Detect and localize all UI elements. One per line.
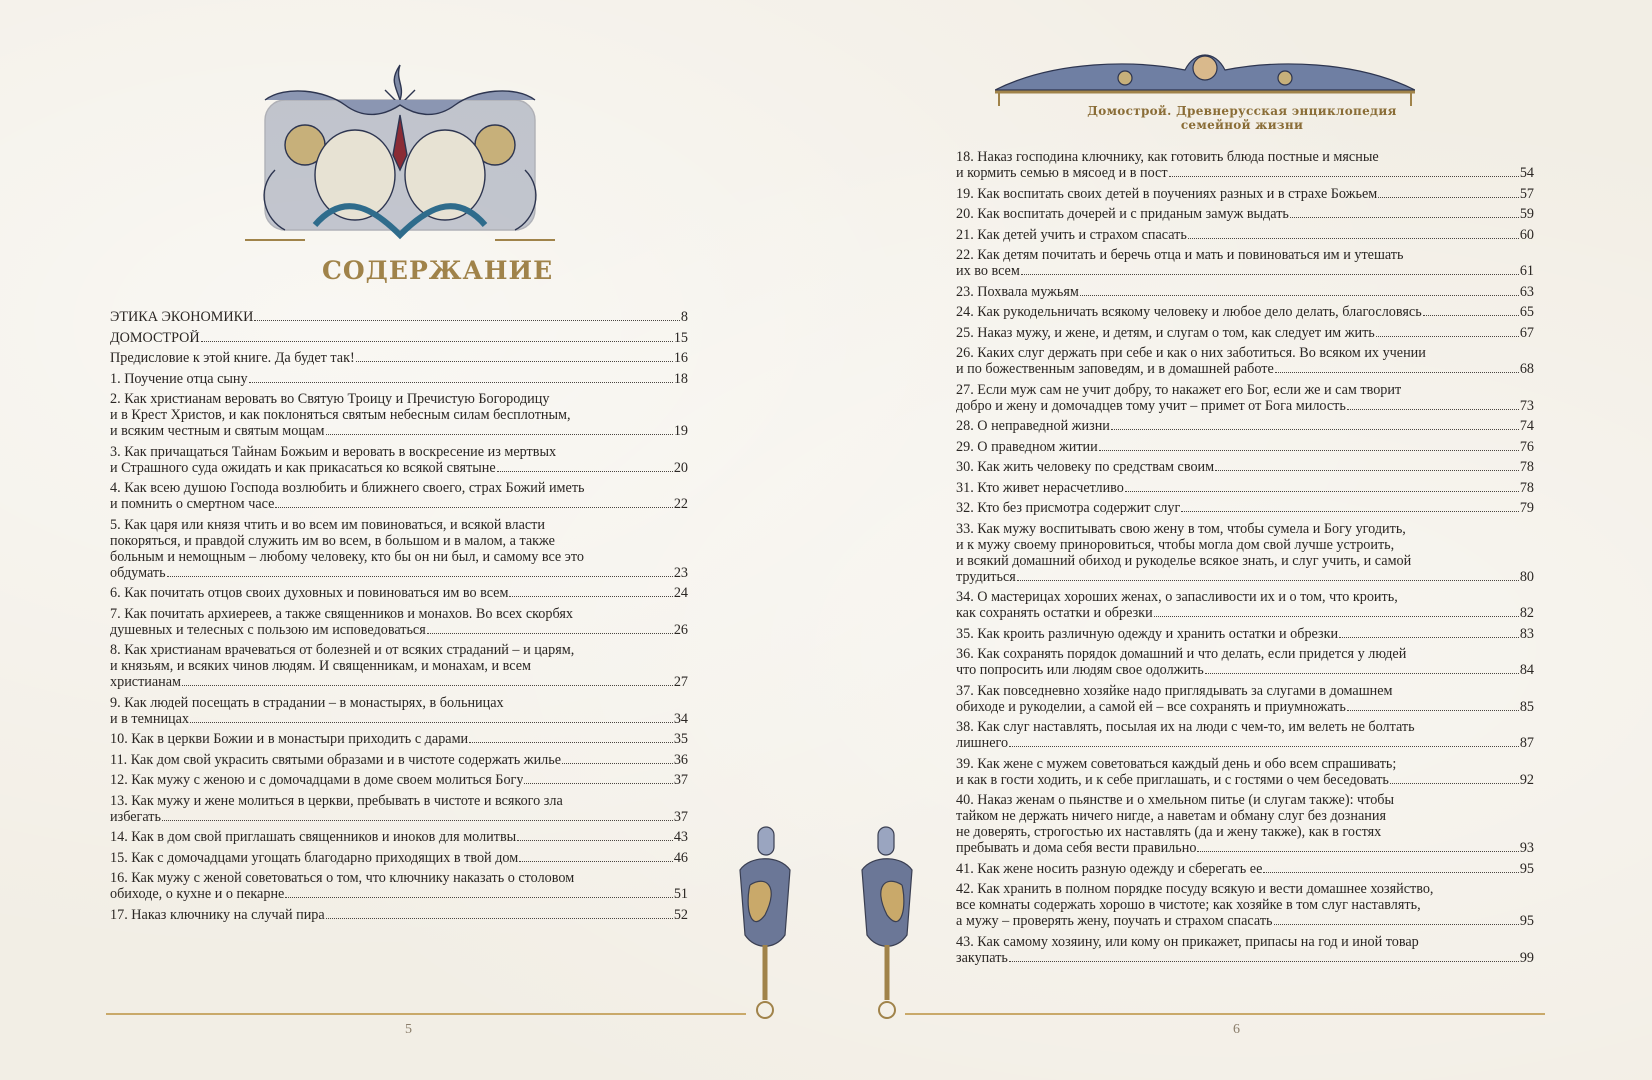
toc-page-number: 35 <box>673 731 688 747</box>
dot-leader <box>1347 710 1519 711</box>
toc-entry-last-line <box>956 772 1534 788</box>
headpiece-ornament-icon <box>245 60 555 260</box>
toc-entry[interactable] <box>956 626 1534 642</box>
toc-entry-line: 40. Наказ женам о пьянстве и о хмельном питье (и слугам также): чтобы <box>956 792 1395 808</box>
toc-entry-line: 22. Как детям почитать и беречь отца и мать и повиноваться им и утешать <box>956 247 1404 263</box>
toc-entry[interactable] <box>956 756 1534 788</box>
toc-entry-line: 5. Как царя или князя чтить и во всем им повиноваться, и всякой власти <box>110 516 545 533</box>
toc-entry[interactable] <box>110 585 688 601</box>
toc-entry-line: 30. Как жить человеку по средствам своим <box>956 459 1215 475</box>
toc-page-number: 95 <box>1519 860 1534 877</box>
dot-leader <box>190 722 673 723</box>
toc-entry-last-line <box>110 829 688 845</box>
toc-entry[interactable] <box>110 907 688 923</box>
toc-entry-last-line <box>956 206 1534 222</box>
toc-entry-line: 1. Поучение отца сыну <box>110 370 248 387</box>
toc-entry-line: 41. Как жене носить разную одежду и сберегать ее <box>956 860 1263 877</box>
toc-entry-line: закупать <box>956 949 1008 966</box>
toc-entry[interactable] <box>110 391 688 439</box>
toc-page-number: 63 <box>1519 283 1534 300</box>
footer-rule-right <box>905 1013 1545 1015</box>
toc-entry-last-line <box>110 731 688 747</box>
toc-entry-line: все комнаты содержать хорошо в чистоте; как хозяйке в том слуг наставлять, <box>956 897 1421 913</box>
toc-entry-line: и Страшного суда ожидать и как прикасаться ко всякой святыне <box>110 459 496 476</box>
toc-entry-last-line <box>110 371 688 387</box>
toc-entry-line: 3. Как причащаться Тайнам Божьим и веровать в воскресение из мертвых <box>110 443 557 460</box>
toc-entry-line: больным и немощным – любому человеку, кто бы он ни был, и самому все это <box>110 548 584 565</box>
toc-entry-line: 23. Похвала мужьям <box>956 283 1079 300</box>
dot-leader <box>1205 673 1519 674</box>
toc-entry-line: ЭТИКА ЭКОНОМИКИ <box>110 309 254 325</box>
toc-entry-last-line <box>110 809 688 825</box>
toc-page-number: 95 <box>1519 913 1534 929</box>
toc-entry[interactable] <box>956 149 1534 181</box>
toc-entry[interactable] <box>956 521 1534 585</box>
toc-entry-last-line <box>956 263 1534 279</box>
toc-entry-line: 25. Наказ мужу, и жене, и детям, и слугам о том, как следует им жить <box>956 324 1375 341</box>
dot-leader <box>1423 315 1519 316</box>
toc-page-number: 34 <box>673 710 688 727</box>
toc-entry[interactable] <box>110 695 688 727</box>
toc-entry-last-line <box>110 585 688 601</box>
toc-entry-line: и по божественным заповедям, и в домашней работе <box>956 361 1274 377</box>
toc-entry-line: 21. Как детей учить и страхом спасать <box>956 226 1187 243</box>
toc-left-column <box>110 309 688 927</box>
toc-entry-last-line <box>956 913 1534 929</box>
toc-page-number: 37 <box>673 808 688 825</box>
dot-leader <box>469 742 673 743</box>
dot-leader <box>1169 176 1519 177</box>
toc-entry-line: как сохранять остатки и обрезки <box>956 605 1153 621</box>
toc-entry-line: 26. Каких слуг держать при себе и как о них заботиться. Во всяком их учении <box>956 345 1426 361</box>
toc-entry-line: 24. Как рукодельничать всякому человеку и любое дело делать, благословясь <box>956 304 1422 320</box>
toc-entry-line: 7. Как почитать архиереев, а также священников и монахов. Во всех скорбях <box>110 605 573 622</box>
toc-entry-last-line <box>956 626 1534 642</box>
dot-leader <box>1290 217 1519 218</box>
toc-entry-line: и помнить о смертном часе <box>110 496 275 512</box>
toc-entry[interactable] <box>956 480 1534 496</box>
dot-leader <box>182 685 673 686</box>
toc-entry[interactable] <box>956 792 1534 856</box>
toc-entry-line: 8. Как христианам врачеваться от болезней и от всяких страданий – и царям, <box>110 642 575 658</box>
dot-leader <box>1347 409 1519 410</box>
page-title: СОДЕРЖАНИЕ <box>322 256 554 285</box>
toc-entry-last-line <box>110 496 688 512</box>
dot-leader <box>1390 783 1519 784</box>
dot-leader <box>1111 429 1519 430</box>
toc-entry-last-line <box>956 284 1534 300</box>
dot-leader <box>201 341 673 342</box>
toc-page-number: 54 <box>1519 165 1534 181</box>
toc-entry-last-line <box>110 423 688 439</box>
toc-entry[interactable] <box>110 444 688 476</box>
toc-entry-line: 36. Как сохранять порядок домашний и что делать, если придется у людей <box>956 646 1407 662</box>
toc-page-number: 73 <box>1519 397 1534 414</box>
dot-leader <box>524 783 672 784</box>
toc-entry-line: 43. Как самому хозяину, или кому он прикажет, припасы на год и иной товар <box>956 933 1419 950</box>
toc-entry-line: ДОМОСТРОЙ <box>110 329 200 346</box>
toc-entry-line: и как в гости ходить, и к себе приглашать, и с гостями о чем беседовать <box>956 771 1389 788</box>
toc-entry-last-line <box>110 309 688 325</box>
toc-entry-last-line <box>110 565 688 581</box>
toc-entry[interactable] <box>110 772 688 788</box>
toc-entry-last-line <box>956 227 1534 243</box>
toc-entry-last-line <box>956 325 1534 341</box>
toc-entry-last-line <box>956 662 1534 678</box>
dot-leader <box>285 897 672 898</box>
toc-entry-line: 16. Как мужу с женой советоваться о том, что ключнику наказать о столовом <box>110 870 575 886</box>
toc-entry-last-line <box>956 950 1534 966</box>
toc-page-number: 65 <box>1519 304 1534 320</box>
toc-entry-line: обдумать <box>110 564 166 581</box>
toc-entry-last-line <box>956 699 1534 715</box>
toc-entry-line: и к мужу своему приноровиться, чтобы могла дом свой лучше устроить, <box>956 536 1395 553</box>
toc-entry-line: 28. О неправедной жизни <box>956 418 1110 434</box>
toc-page-number: 83 <box>1519 625 1534 642</box>
toc-page-number: 87 <box>1519 735 1534 751</box>
toc-entry-last-line <box>956 735 1534 751</box>
toc-entry-last-line <box>110 850 688 866</box>
toc-entry[interactable] <box>956 247 1534 279</box>
toc-entry[interactable] <box>956 719 1534 751</box>
toc-entry-line: покоряться, и правдой служить им во всем, в большом и в малом, а также <box>110 532 555 549</box>
page-number-left: 5 <box>405 1022 412 1037</box>
dot-leader <box>326 918 673 919</box>
toc-entry-last-line <box>110 907 688 923</box>
toc-entry-last-line <box>110 886 688 902</box>
toc-page-number: 92 <box>1519 771 1534 788</box>
toc-entry[interactable] <box>956 325 1534 341</box>
toc-page-number: 78 <box>1519 479 1534 496</box>
toc-entry-last-line <box>110 772 688 788</box>
toc-entry-line: 31. Кто живет нерасчетливо <box>956 479 1124 496</box>
toc-entry-line: и кормить семью в мясоед и в пост <box>956 165 1168 181</box>
toc-page-number: 52 <box>673 906 688 923</box>
toc-entry[interactable] <box>956 439 1534 455</box>
toc-entry-line: тайком не держать ничего нигде, а наветам и обману слуг без дознания <box>956 808 1386 824</box>
toc-entry[interactable] <box>110 752 688 768</box>
toc-entry-line: 27. Если муж сам не учит добру, то накажет его Бог, если же и сам творит <box>956 381 1402 398</box>
toc-entry[interactable] <box>110 829 688 845</box>
toc-entry-line: обиходе, о кухне и о пекарне <box>110 886 285 902</box>
page-number-right: 6 <box>1233 1022 1240 1037</box>
toc-entry[interactable] <box>956 683 1534 715</box>
toc-entry-line: 20. Как воспитать дочерей и с приданым замуж выдать <box>956 206 1289 222</box>
toc-entry[interactable] <box>956 227 1534 243</box>
toc-entry-line: 19. Как воспитать своих детей в поучениях разных и в страхе Божьем <box>956 185 1378 202</box>
toc-entry-line: 13. Как мужу и жене молиться в церкви, пребывать в чистоте и всякого зла <box>110 792 563 809</box>
toc-entry-last-line <box>956 165 1534 181</box>
toc-entry-line: 39. Как жене с мужем советоваться каждый день и обо всем спрашивать; <box>956 755 1397 772</box>
toc-page-number: 59 <box>1519 206 1534 222</box>
toc-page-number: 57 <box>1519 185 1534 202</box>
toc-entry[interactable] <box>110 309 688 325</box>
dot-leader <box>1154 616 1519 617</box>
dot-leader <box>1080 295 1519 296</box>
toc-page-number: 18 <box>673 370 688 387</box>
toc-entry-line: 9. Как людей посещать в страдании – в монастырях, в больницах <box>110 694 504 711</box>
toc-entry-line: и всякий домашний обиход и рукоделье всякое знать, и слуг учить, и самой <box>956 552 1412 569</box>
footer-rule-left <box>106 1013 746 1015</box>
toc-entry[interactable] <box>110 850 688 866</box>
right-clasp-ornament-icon <box>852 825 922 1020</box>
dot-leader <box>1021 274 1519 275</box>
toc-page-number: 74 <box>1519 418 1534 434</box>
toc-entry-line: 35. Как кроить различную одежду и хранить остатки и обрезки <box>956 625 1339 642</box>
toc-entry-last-line <box>956 569 1534 585</box>
toc-page-number: 26 <box>673 621 688 638</box>
toc-entry-line: добро и жену и домочадцев тому учит – примет от Бога милость <box>956 397 1346 414</box>
toc-entry[interactable] <box>956 500 1534 516</box>
toc-entry-line: лишнего <box>956 735 1009 751</box>
toc-page-number: 85 <box>1519 698 1534 715</box>
toc-entry-line: 37. Как повседневно хозяйке надо приглядывать за слугами в домашнем <box>956 682 1393 699</box>
toc-entry[interactable] <box>956 304 1534 320</box>
dot-leader <box>1275 372 1519 373</box>
toc-entry-line: 15. Как с домочадцами угощать благодарно приходящих в твой дом <box>110 849 519 866</box>
dot-leader <box>167 576 673 577</box>
dot-leader <box>1125 491 1519 492</box>
toc-page-number: 16 <box>673 350 688 366</box>
dot-leader <box>1215 470 1519 471</box>
toc-right-column <box>956 149 1534 970</box>
toc-page-number: 20 <box>673 459 688 476</box>
dot-leader <box>1376 336 1519 337</box>
toc-entry-line: избегать <box>110 808 161 825</box>
toc-entry-line: Предисловие к этой книге. Да будет так! <box>110 350 355 366</box>
dot-leader <box>249 382 673 383</box>
toc-entry[interactable] <box>110 480 688 512</box>
toc-entry-last-line <box>110 330 688 346</box>
toc-entry[interactable] <box>110 350 688 366</box>
toc-entry-line: 10. Как в церкви Божии и в монастыри приходить с дарами <box>110 731 469 747</box>
toc-entry-line: и в Крест Христов, и как поклоняться святым небесным силам бесплотным, <box>110 407 571 423</box>
toc-entry-last-line <box>956 500 1534 516</box>
toc-entry[interactable] <box>956 459 1534 475</box>
toc-page-number: 79 <box>1519 500 1534 516</box>
toc-entry[interactable] <box>110 731 688 747</box>
toc-page-number: 51 <box>673 886 688 902</box>
dot-leader <box>509 596 672 597</box>
dot-leader <box>326 434 673 435</box>
dot-leader <box>356 361 673 362</box>
toc-entry-last-line <box>956 186 1534 202</box>
toc-entry-line: 18. Наказ господина ключнику, как готовить блюда постные и мясные <box>956 149 1379 165</box>
toc-entry[interactable] <box>110 870 688 902</box>
toc-entry-last-line <box>956 439 1534 455</box>
toc-entry[interactable] <box>110 330 688 346</box>
toc-page-number: 37 <box>673 772 688 788</box>
toc-entry-line: 42. Как хранить в полном порядке посуду всякую и вести домашнее хозяйство, <box>956 881 1434 897</box>
toc-page-number: 68 <box>1519 361 1534 377</box>
toc-entry-last-line <box>956 605 1534 621</box>
toc-page-number: 60 <box>1519 226 1534 243</box>
dot-leader <box>427 633 673 634</box>
toc-entry-line: обиходе и рукоделии, а самой ей – все сохранять и приумножать <box>956 698 1346 715</box>
toc-entry-line: 29. О праведном житии <box>956 438 1098 455</box>
dot-leader <box>517 840 673 841</box>
toc-page-number: 22 <box>673 496 688 512</box>
toc-entry-line: 4. Как всею душою Господа возлюбить и ближнего своего, страх Божий иметь <box>110 480 585 496</box>
dot-leader <box>1274 924 1519 925</box>
toc-entry-last-line <box>956 861 1534 877</box>
dot-leader <box>275 507 672 508</box>
toc-entry[interactable] <box>956 345 1534 377</box>
dot-leader <box>254 320 680 321</box>
toc-page-number: 23 <box>673 564 688 581</box>
toc-entry-line: что попросить или людям свое одолжить <box>956 662 1204 678</box>
toc-page-number: 24 <box>673 585 688 601</box>
toc-page-number: 99 <box>1519 949 1534 966</box>
toc-entry-line: 32. Кто без присмотра содержит слуг <box>956 500 1181 516</box>
toc-entry-last-line <box>956 398 1534 414</box>
toc-entry[interactable] <box>956 284 1534 300</box>
dot-leader <box>1017 580 1519 581</box>
toc-entry[interactable] <box>956 382 1534 414</box>
dot-leader <box>1339 637 1519 638</box>
toc-entry[interactable] <box>956 646 1534 678</box>
toc-entry-line: 17. Наказ ключнику на случай пира <box>110 906 325 923</box>
running-header: Домострой. Древнерусская энциклопедия семейной жизни <box>1087 104 1397 132</box>
left-clasp-ornament-icon <box>730 825 800 1020</box>
dot-leader <box>1378 197 1519 198</box>
toc-entry-line: трудиться <box>956 568 1016 585</box>
dot-leader <box>1099 450 1519 451</box>
toc-entry[interactable] <box>110 517 688 581</box>
toc-page-number: 36 <box>673 751 688 768</box>
toc-entry-last-line <box>956 418 1534 434</box>
toc-entry[interactable] <box>956 589 1534 621</box>
toc-entry-line: и в темницах <box>110 710 190 727</box>
toc-page-number: 61 <box>1519 263 1534 279</box>
toc-entry-line: 34. О мастерицах хороших женах, о запасливости их и о том, что кроить, <box>956 589 1398 605</box>
dot-leader <box>562 763 673 764</box>
toc-entry-line: не доверять, строгостью их наставлять (да и жену также), как в гостях <box>956 824 1382 840</box>
toc-page-number: 19 <box>673 423 688 439</box>
toc-entry-last-line <box>110 460 688 476</box>
toc-entry-line: 33. Как мужу воспитывать свою жену в том, чтобы сумела и Богу угодить, <box>956 520 1406 537</box>
toc-page-number: 27 <box>673 674 688 690</box>
toc-entry[interactable] <box>110 793 688 825</box>
header-band-ornament-icon <box>995 40 1415 110</box>
dot-leader <box>519 861 673 862</box>
toc-entry[interactable] <box>956 881 1534 929</box>
toc-page-number: 15 <box>673 329 688 346</box>
toc-page-number: 43 <box>673 829 688 845</box>
toc-page-number: 8 <box>680 309 688 325</box>
toc-page-number: 93 <box>1519 840 1534 856</box>
toc-entry[interactable] <box>956 206 1534 222</box>
dot-leader <box>1188 238 1519 239</box>
dot-leader <box>162 820 673 821</box>
toc-entry-line: христианам <box>110 674 182 690</box>
toc-entry[interactable] <box>956 861 1534 877</box>
toc-entry-line: 38. Как слуг наставлять, посылая их на люди с чем-то, им велеть не болтать <box>956 719 1415 735</box>
dot-leader <box>1263 872 1518 873</box>
toc-entry-last-line <box>110 622 688 638</box>
dot-leader <box>1181 511 1519 512</box>
toc-entry-line: и князьям, и всяких чинов людям. И священникам, и монахам, и всем <box>110 658 532 674</box>
dot-leader <box>497 471 673 472</box>
toc-entry-line: а мужу – проверять жену, поучать и страхом спасать <box>956 913 1273 929</box>
toc-entry-line: и всяким честным и святым мощам <box>110 423 325 439</box>
toc-entry-line: душевных и телесных с пользою им исповедоваться <box>110 621 426 638</box>
toc-entry-line: 14. Как в дом свой приглашать священников и иноков для молитвы <box>110 829 517 845</box>
dot-leader <box>1009 746 1519 747</box>
toc-entry-last-line <box>956 361 1534 377</box>
toc-entry[interactable] <box>956 186 1534 202</box>
toc-entry-last-line <box>956 840 1534 856</box>
toc-page-number: 82 <box>1519 605 1534 621</box>
toc-entry-last-line <box>110 711 688 727</box>
toc-entry[interactable] <box>110 606 688 638</box>
toc-entry[interactable] <box>110 642 688 690</box>
toc-page-number: 80 <box>1519 568 1534 585</box>
toc-entry-line: пребывать и дома себя вести правильно <box>956 840 1197 856</box>
toc-entry[interactable] <box>110 371 688 387</box>
toc-entry-last-line <box>956 304 1534 320</box>
toc-entry[interactable] <box>956 934 1534 966</box>
toc-entry-last-line <box>956 459 1534 475</box>
toc-entry-last-line <box>110 674 688 690</box>
toc-entry-last-line <box>110 752 688 768</box>
toc-entry[interactable] <box>956 418 1534 434</box>
toc-page-number: 78 <box>1519 459 1534 475</box>
toc-entry-line: 6. Как почитать отцов своих духовных и повиноваться им во всем <box>110 585 509 601</box>
toc-entry-line: 11. Как дом свой украсить святыми образами и в чистоте содержать жилье <box>110 751 562 768</box>
toc-entry-line: 12. Как мужу с женою и с домочадцами в доме своем молиться Богу <box>110 772 524 788</box>
dot-leader <box>1009 961 1519 962</box>
toc-page-number: 76 <box>1519 438 1534 455</box>
toc-entry-last-line <box>110 350 688 366</box>
toc-page-number: 46 <box>673 849 688 866</box>
toc-page-number: 67 <box>1519 324 1534 341</box>
toc-entry-line: 2. Как христианам веровать во Святую Троицу и Пречистую Богородицу <box>110 391 550 407</box>
dot-leader <box>1197 851 1518 852</box>
toc-entry-last-line <box>956 480 1534 496</box>
toc-entry-line: их во всем <box>956 263 1020 279</box>
toc-page-number: 84 <box>1519 662 1534 678</box>
